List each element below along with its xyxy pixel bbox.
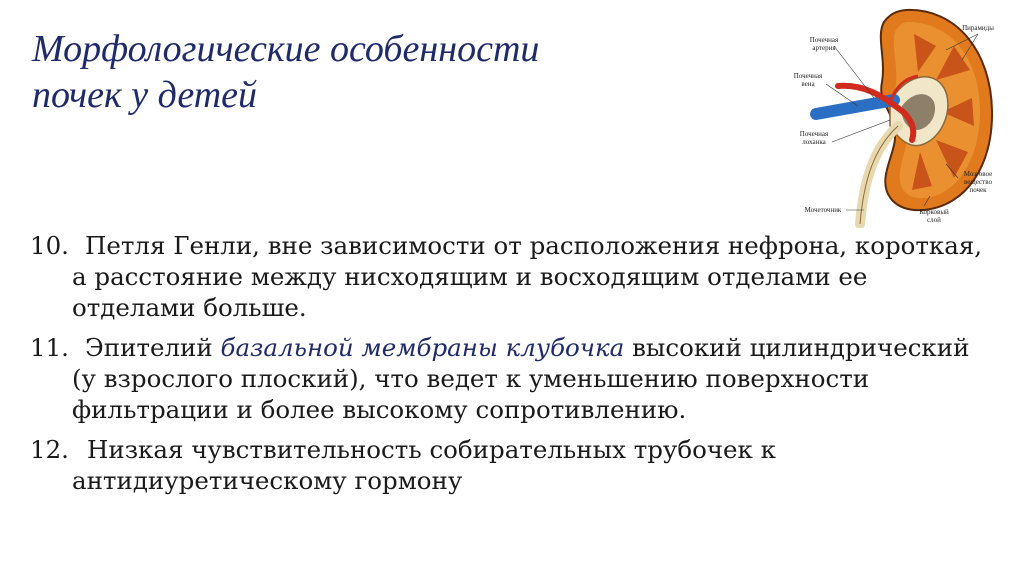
title-line-1: Морфологические особенности [32,28,540,70]
list-item-11 [30,332,990,425]
label-renal-artery: Почечная артерия [809,36,839,52]
label-cortex: Корковый слой [919,208,949,224]
item-text-before: Эпителий [85,333,213,362]
slide-title [32,26,732,118]
item-text [72,332,990,425]
label-ureter: Мочеточник [804,206,842,214]
item-number: 11. [30,333,69,362]
item-text: Низкая чувствительность собирательных трубочек к антидиуретическому гормону [72,435,776,495]
content-list [30,230,990,505]
label-renal-vein: Почечная вена [793,72,823,88]
item-number: 12. [30,435,69,464]
list-item-10 [30,230,990,323]
title-line-2: почек у детей [32,74,258,116]
label-medulla: Мозговое вещество почек [963,170,993,194]
label-pyramids: Пирамиды [962,24,994,32]
item-number: 10. [30,231,69,260]
item-text: Петля Генли, вне зависимости от расположения нефрона, короткая, а расстояние между нисходящим и восходящим отделами ее отделами больше. [72,231,983,322]
list-item-12 [30,434,990,496]
label-renal-pelvis: Почечная лоханка [799,130,829,146]
item-text-after: высокий цилиндрический (у взрослого плоский), что ведет к уменьшению поверхности фильтрации и более высокому сопротивлению. [72,333,970,424]
kidney-figure [786,6,1000,228]
highlight-basement-membrane: базальной мембраны клубочка [220,333,625,362]
